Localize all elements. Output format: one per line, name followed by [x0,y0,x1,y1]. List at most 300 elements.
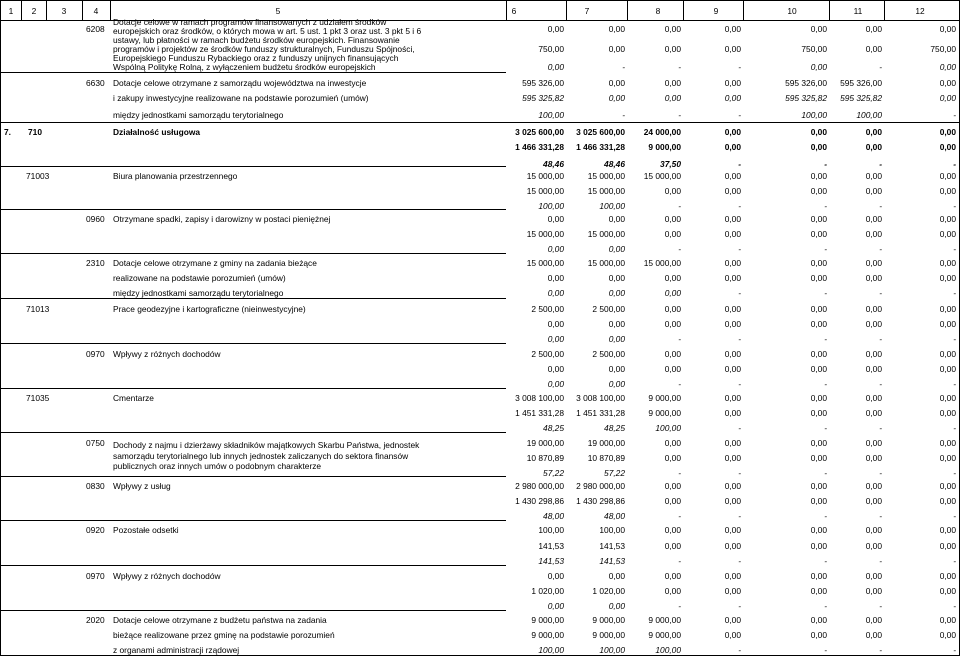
value-cell: - [879,334,882,344]
value-cell: 0,00 [664,24,681,34]
value-cell: 0,00 [724,393,741,403]
value-cell: 0,00 [939,481,956,491]
column-border [566,0,567,20]
row-description: Dotacje celowe otrzymane z budżetu państwa na zadania [113,615,327,625]
value-cell: 0,00 [547,214,564,224]
value-cell: 0,00 [810,586,827,596]
value-cell: 0,00 [865,438,882,448]
value-cell: - [953,468,956,478]
value-cell: - [738,288,741,298]
value-cell: 0,00 [664,496,681,506]
value-cell: 141,53 [599,556,625,566]
row-separator [0,520,506,521]
value-cell: 0,00 [608,571,625,581]
value-cell: 0,00 [939,571,956,581]
header-cell: 12 [915,6,925,16]
paragraph-code: 6630 [86,78,105,88]
value-cell: 1 430 298,86 [515,496,564,506]
value-cell: 19 000,00 [587,438,625,448]
value-cell: 0,00 [724,615,741,625]
division-code: 71035 [26,393,50,403]
division-code: 710 [28,127,42,137]
value-cell: 0,00 [865,453,882,463]
value-cell: - [678,556,681,566]
row-description: realizowane na podstawie porozumień (umów) [113,273,286,283]
row-description: między jednostkami samorządu terytorialnego [113,110,284,120]
value-cell: 3 025 600,00 [515,127,564,137]
header-cell: 10 [787,6,797,16]
value-cell: - [738,334,741,344]
value-cell: 0,00 [810,630,827,640]
value-cell: 15 000,00 [587,258,625,268]
value-cell: 750,00 [538,44,564,54]
value-cell: 0,00 [664,586,681,596]
value-cell: 0,00 [724,229,741,239]
value-cell: 0,00 [664,214,681,224]
value-cell: 0,00 [664,186,681,196]
value-cell: 0,00 [939,214,956,224]
value-cell: - [824,379,827,389]
value-cell: 0,00 [810,214,827,224]
value-cell: 750,00 [801,44,827,54]
value-cell: 0,00 [664,304,681,314]
value-cell: 0,00 [724,496,741,506]
value-cell: - [953,511,956,521]
value-cell: - [622,110,625,120]
value-cell: 0,00 [724,541,741,551]
value-cell: 0,00 [810,24,827,34]
value-cell: - [879,601,882,611]
value-cell: 1 020,00 [592,586,625,596]
value-cell: - [824,423,827,433]
row-description: Pozostałe odsetki [113,525,179,535]
value-cell: 0,00 [865,24,882,34]
value-cell: 0,00 [810,496,827,506]
row-description: Dotacje celowe otrzymane z samorządu województwa na inwestycje [113,78,367,88]
value-cell: 0,00 [939,393,956,403]
value-cell: 0,00 [865,258,882,268]
value-cell: - [879,62,882,72]
value-cell: 0,00 [939,258,956,268]
value-cell: 0,00 [724,571,741,581]
value-cell: 0,00 [810,364,827,374]
value-cell: 0,00 [865,142,882,152]
value-cell: 0,00 [547,601,564,611]
paragraph-code: 0970 [86,571,105,581]
value-cell: 750,00 [930,44,956,54]
value-cell: - [738,645,741,655]
value-cell: 0,00 [724,127,741,137]
value-cell: 0,00 [865,481,882,491]
value-cell: 0,00 [939,408,956,418]
value-cell: 0,00 [865,171,882,181]
value-cell: 0,00 [939,78,956,88]
row-description: Cmentarze [113,393,154,403]
value-cell: 48,00 [604,511,625,521]
value-cell: 0,00 [608,244,625,254]
column-border [0,0,1,656]
value-cell: 0,00 [810,408,827,418]
value-cell: 10 870,89 [526,453,564,463]
value-cell: 0,00 [724,273,741,283]
value-cell: - [738,511,741,521]
value-cell: 100,00 [599,645,625,655]
value-cell: - [824,601,827,611]
value-cell: 0,00 [608,44,625,54]
value-cell: 15 000,00 [526,229,564,239]
value-cell: 0,00 [810,142,827,152]
value-cell: 1 466 331,28 [515,142,564,152]
value-cell: - [738,379,741,389]
value-cell: 0,00 [724,630,741,640]
value-cell: - [879,511,882,521]
value-cell: 15 000,00 [526,258,564,268]
value-cell: 0,00 [810,481,827,491]
value-cell: 0,00 [865,393,882,403]
value-cell: 0,00 [608,93,625,103]
value-cell: 0,00 [865,496,882,506]
value-cell: 0,00 [724,408,741,418]
value-cell: 0,00 [810,258,827,268]
value-cell: - [738,423,741,433]
value-cell: 0,00 [608,214,625,224]
value-cell: 9 000,00 [531,615,564,625]
value-cell: 0,00 [664,453,681,463]
row-description: Prace geodezyjne i kartograficzne (nieinwestycyjne) [113,304,306,314]
row-description: Biura planowania przestrzennego [113,171,238,181]
row-description: Wpływy z usług [113,481,171,491]
value-cell: - [678,601,681,611]
value-cell: 15 000,00 [587,171,625,181]
row-description: i zakupy inwestycyjne realizowane na podstawie porozumień (umów) [113,93,369,103]
value-cell: 0,00 [724,349,741,359]
value-cell: 9 000,00 [648,142,681,152]
value-cell: 0,00 [865,541,882,551]
value-cell: 100,00 [599,525,625,535]
value-cell: 0,00 [664,438,681,448]
value-cell: 2 500,00 [531,304,564,314]
value-cell: 595 325,82 [522,93,564,103]
value-cell: - [678,201,681,211]
row-separator [0,432,506,433]
value-cell: 0,00 [865,304,882,314]
value-cell: 0,00 [810,229,827,239]
value-cell: 0,00 [608,78,625,88]
value-cell: 0,00 [810,186,827,196]
value-cell: 0,00 [865,630,882,640]
row-description: Dotacje celowe otrzymane z gminy na zadania bieżące [113,258,317,268]
value-cell: 0,00 [724,78,741,88]
value-cell: 141,53 [538,556,564,566]
row-separator [0,610,506,611]
value-cell: - [953,601,956,611]
value-cell: - [824,334,827,344]
chapter-number: 7. [4,127,11,137]
value-cell: 0,00 [724,304,741,314]
value-cell: 100,00 [801,110,827,120]
value-cell: 0,00 [724,93,741,103]
value-cell: 595 326,00 [522,78,564,88]
value-cell: 100,00 [856,110,882,120]
value-cell: - [953,110,956,120]
value-cell: 0,00 [939,127,956,137]
value-cell: - [879,159,882,169]
value-cell: 0,00 [810,171,827,181]
value-cell: 0,00 [810,62,827,72]
value-cell: - [738,201,741,211]
value-cell: 0,00 [810,438,827,448]
column-border [743,0,744,20]
value-cell: - [953,645,956,655]
paragraph-code: 0920 [86,525,105,535]
value-cell: - [953,379,956,389]
row-description: Wpływy z różnych dochodów [113,571,221,581]
value-cell: 19 000,00 [526,438,564,448]
header-cell: 9 [713,6,719,16]
value-cell: 0,00 [664,288,681,298]
value-cell: 15 000,00 [643,171,681,181]
value-cell: 0,00 [724,44,741,54]
value-cell: 141,53 [538,541,564,551]
row-separator [0,166,506,167]
value-cell: 0,00 [664,229,681,239]
value-cell: 0,00 [865,571,882,581]
value-cell: - [824,159,827,169]
value-cell: 100,00 [538,645,564,655]
value-cell: 0,00 [547,24,564,34]
value-cell: 0,00 [865,44,882,54]
row-separator [0,122,960,123]
paragraph-code: 2310 [86,258,105,268]
paragraph-code: 0970 [86,349,105,359]
value-cell: 0,00 [810,349,827,359]
value-cell: - [879,379,882,389]
value-cell: - [824,288,827,298]
value-cell: 0,00 [939,349,956,359]
value-cell: 0,00 [810,393,827,403]
value-cell: - [678,62,681,72]
value-cell: 0,00 [724,142,741,152]
value-cell: 0,00 [865,229,882,239]
value-cell: 0,00 [664,93,681,103]
value-cell: 0,00 [664,273,681,283]
paragraph-code: 2020 [86,615,105,625]
value-cell: - [738,244,741,254]
value-cell: 15 000,00 [587,229,625,239]
value-cell: 0,00 [724,453,741,463]
value-cell: 0,00 [664,571,681,581]
value-cell: - [879,201,882,211]
row-separator [0,565,506,566]
value-cell: 15 000,00 [587,186,625,196]
value-cell: 0,00 [547,288,564,298]
value-cell: 48,25 [543,423,564,433]
value-cell: - [738,110,741,120]
value-cell: 1 466 331,28 [576,142,625,152]
value-cell: 0,00 [865,186,882,196]
value-cell: 0,00 [865,586,882,596]
row-separator [0,209,506,210]
value-cell: - [678,511,681,521]
value-cell: 0,00 [724,438,741,448]
value-cell: 0,00 [724,214,741,224]
value-cell: 9 000,00 [592,630,625,640]
value-cell: 57,22 [543,468,564,478]
value-cell: 0,00 [608,319,625,329]
column-border [627,0,628,20]
value-cell: 0,00 [810,541,827,551]
value-cell: 0,00 [547,273,564,283]
value-cell: 0,00 [865,364,882,374]
value-cell: 0,00 [865,127,882,137]
value-cell: 0,00 [939,525,956,535]
value-cell: - [678,110,681,120]
row-separator [0,388,506,389]
value-cell: 2 500,00 [592,304,625,314]
value-cell: - [879,556,882,566]
column-border [683,0,684,20]
value-cell: 0,00 [939,142,956,152]
value-cell: 100,00 [655,423,681,433]
value-cell: 2 980 000,00 [515,481,564,491]
row-description: z organami administracji rządowej [113,645,240,655]
value-cell: 48,46 [543,159,564,169]
value-cell: - [953,244,956,254]
row-separator [0,298,506,299]
value-cell: 0,00 [865,408,882,418]
row-separator [0,343,506,344]
row-separator [0,72,506,73]
row-description: Działalność usługowa [113,127,201,137]
value-cell: - [953,423,956,433]
value-cell: - [879,288,882,298]
value-cell: - [879,645,882,655]
value-cell: 0,00 [939,93,956,103]
value-cell: 0,00 [664,525,681,535]
value-cell: 3 008 100,00 [576,393,625,403]
value-cell: - [824,468,827,478]
value-cell: - [953,334,956,344]
value-cell: 0,00 [664,541,681,551]
value-cell: 1 451 331,28 [576,408,625,418]
value-cell: 15 000,00 [526,171,564,181]
value-cell: 0,00 [939,438,956,448]
value-cell: 0,00 [608,273,625,283]
value-cell: 0,00 [939,586,956,596]
value-cell: 0,00 [664,78,681,88]
value-cell: 0,00 [810,127,827,137]
value-cell: 0,00 [547,379,564,389]
row-separator [0,253,506,254]
value-cell: 0,00 [865,214,882,224]
header-cell: 7 [584,6,590,16]
value-cell: 0,00 [939,229,956,239]
value-cell: - [678,334,681,344]
value-cell: - [879,423,882,433]
value-cell: 100,00 [538,110,564,120]
value-cell: 0,00 [865,615,882,625]
value-cell: 2 500,00 [592,349,625,359]
value-cell: - [678,244,681,254]
value-cell: 0,00 [810,273,827,283]
value-cell: 0,00 [664,364,681,374]
row-separator [0,476,506,477]
value-cell: 24 000,00 [643,127,681,137]
value-cell: 57,22 [604,468,625,478]
value-cell: 10 870,89 [587,453,625,463]
header-cell: 5 [275,6,281,16]
value-cell: 0,00 [547,62,564,72]
value-cell: - [879,244,882,254]
value-cell: 0,00 [939,62,956,72]
value-cell: 0,00 [724,186,741,196]
value-cell: - [953,159,956,169]
value-cell: 0,00 [664,349,681,359]
value-cell: 0,00 [608,24,625,34]
value-cell: 0,00 [724,258,741,268]
value-cell: 0,00 [664,319,681,329]
value-cell: 2 980 000,00 [576,481,625,491]
value-cell: 3 025 600,00 [576,127,625,137]
value-cell: 100,00 [538,525,564,535]
paragraph-code: 0750 [86,438,105,448]
value-cell: - [678,468,681,478]
header-cell: 6 [511,6,517,16]
row-description: Dochody z najmu i dzierżawy składników majątkowych Skarbu Państwa, jednostek samorządu terytorialnego lub innych jednostek zaliczanych do sektora finansów publicznych oraz innych umów o podobnym charakterze [113,440,420,471]
value-cell: 595 326,00 [785,78,827,88]
table-top-border [0,0,960,1]
value-cell: - [953,288,956,298]
value-cell: 0,00 [608,334,625,344]
value-cell: - [879,468,882,478]
value-cell: 141,53 [599,541,625,551]
value-cell: 9 000,00 [648,393,681,403]
value-cell: 0,00 [810,525,827,535]
column-border [884,0,885,20]
value-cell: - [738,62,741,72]
value-cell: 0,00 [547,319,564,329]
value-cell: 0,00 [939,453,956,463]
value-cell: 100,00 [655,645,681,655]
value-cell: - [824,244,827,254]
value-cell: 595 325,82 [840,93,882,103]
value-cell: 0,00 [724,586,741,596]
header-cell: 11 [853,6,863,16]
value-cell: 0,00 [724,319,741,329]
value-cell: - [738,556,741,566]
value-cell: 2 500,00 [531,349,564,359]
value-cell: 0,00 [939,171,956,181]
value-cell: 0,00 [939,630,956,640]
column-border [829,0,830,20]
value-cell: 0,00 [810,453,827,463]
value-cell: 0,00 [810,319,827,329]
value-cell: 100,00 [599,201,625,211]
value-cell: 0,00 [939,615,956,625]
row-description: bieżące realizowane przez gminę na podstawie porozumień [113,630,335,640]
value-cell: 3 008 100,00 [515,393,564,403]
value-cell: - [953,556,956,566]
value-cell: 15 000,00 [526,186,564,196]
paragraph-code: 0830 [86,481,105,491]
header-cell: 8 [655,6,661,16]
value-cell: 9 000,00 [592,615,625,625]
value-cell: - [953,201,956,211]
value-cell: 0,00 [608,288,625,298]
value-cell: 595 325,82 [785,93,827,103]
value-cell: 15 000,00 [643,258,681,268]
value-cell: 0,00 [724,364,741,374]
